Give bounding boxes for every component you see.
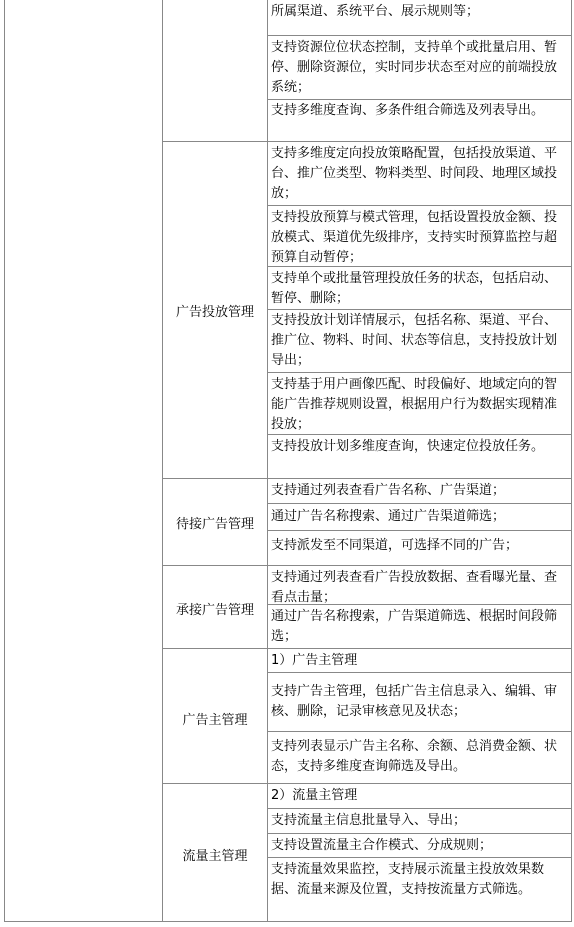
table-cell: 支持设置流量主合作模式、分成规则；: [271, 838, 493, 853]
table-row-divider: [267, 309, 572, 310]
module-label-accepted-ads: 承接广告管理: [175, 603, 254, 618]
table-cell: 支持单个或批量管理投放任务的状态，包括启动、暂停、删除；: [271, 271, 558, 306]
requirements-table: [4, 0, 572, 922]
table-row-divider: [162, 478, 572, 479]
table-cell: 支持广告主管理，包括广告主信息录入、编辑、审核、删除，记录审核意见及状态；: [271, 684, 558, 719]
table-cell: 支持投放预算与模式管理，包括设置投放金额、投放模式、渠道优先级排序，支持实时预算监控与超预算自动暂停；: [271, 210, 558, 265]
table-border-left: [4, 0, 5, 922]
table-row-divider: [267, 99, 572, 100]
table-row-divider: [267, 372, 572, 373]
table-cell: 支持流量效果监控，支持展示流量主投放效果数据、流量来源及位置，支持按流量方式筛选。: [271, 862, 545, 897]
table-cell: 支持投放计划多维度查询，快速定位投放任务。: [271, 439, 545, 454]
table-row-divider: [267, 857, 572, 858]
table-cell: 支持资源位位状态控制，支持单个或批量启用、暂停、删除资源位，实时同步状态至对应的前端投放系统；: [271, 40, 558, 95]
table-cell: 支持多维度查询、多条件组合筛选及列表导出。: [271, 103, 545, 118]
table-row-divider: [162, 141, 572, 142]
table-row-divider: [267, 731, 572, 732]
table-row-divider: [267, 503, 572, 504]
module-label-advertiser: 广告主管理: [182, 713, 248, 728]
table-cell: 支持列表显示广告主名称、余额、总消费金额、状态，支持多维度查询筛选及导出。: [271, 739, 558, 774]
table-cell: 2）流量主管理: [271, 788, 358, 803]
table-row-divider: [267, 205, 572, 206]
table-cell: 支持通过列表查看广告名称、广告渠道；: [271, 483, 506, 498]
table-cell: 通过广告名称搜索、通过广告渠道筛选；: [271, 509, 506, 524]
table-cell: 所属渠道、系统平台、展示规则等；: [271, 4, 480, 19]
table-cell: 支持基于用户画像匹配、时段偏好、地域定向的智能广告推荐规则设置，根据用户行为数据实现精准投放；: [271, 377, 558, 432]
table-cell: 支持派发至不同渠道，可选择不同的广告；: [271, 538, 519, 553]
table-cell: 通过广告名称搜索，广告渠道筛选、根据时间段筛选；: [271, 609, 558, 644]
table-row-divider: [267, 672, 572, 673]
table-cell: 支持通过列表查看广告投放数据、查看曝光量、查看点击量；: [271, 570, 558, 605]
table-row-divider: [267, 35, 572, 36]
table-row-divider: [162, 648, 572, 649]
table-row-divider: [267, 833, 572, 834]
table-cell: 支持投放计划详情展示，包括名称、渠道、平台、推广位、物料、时间、状态等信息，支持投放计划导出；: [271, 313, 558, 368]
table-border-bottom: [4, 921, 572, 922]
table-row-divider: [267, 808, 572, 809]
table-cell: 支持多维度定向投放策略配置，包括投放渠道、平台、推广位类型、物料类型、时间段、地理区域投放；: [271, 146, 558, 201]
module-label-ad-delivery: 广告投放管理: [175, 305, 254, 320]
module-label-traffic-owner: 流量主管理: [182, 849, 248, 864]
table-row-divider: [162, 783, 572, 784]
table-row-divider: [267, 530, 572, 531]
module-label-pending-ads: 待接广告管理: [175, 517, 254, 532]
table-cell: 1）广告主管理: [271, 653, 358, 668]
table-cell: 支持流量主信息批量导入、导出；: [271, 813, 467, 828]
table-row-divider: [162, 565, 572, 566]
